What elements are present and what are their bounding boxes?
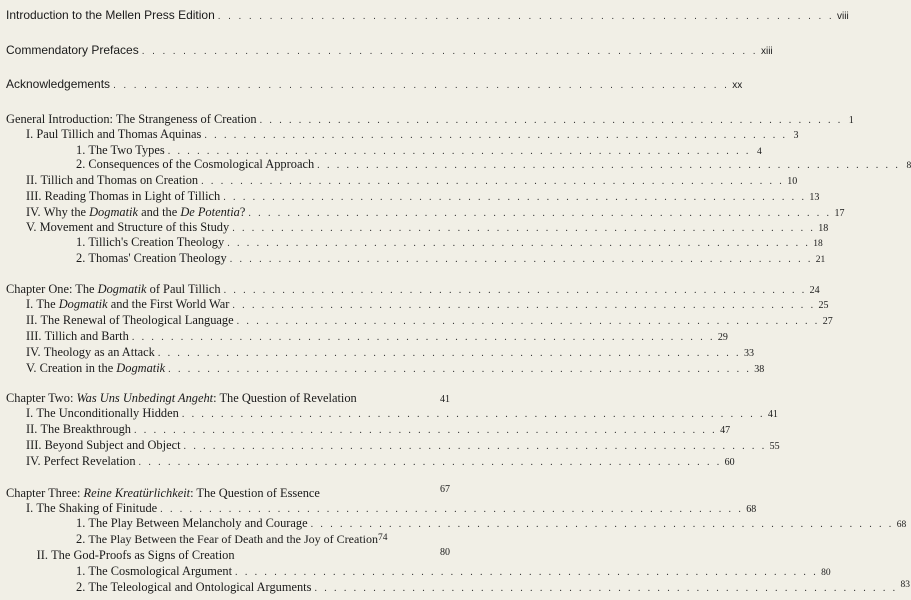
toc-entry-label: Perfect Revelation	[43, 454, 136, 468]
toc-entry-page: 1	[848, 115, 854, 126]
leader-dots: . . . . . . . . . . . . . . . . . . . . . . . . . . . . . . . . . . . . . . . . . . . . . . . . . . . . . . . . . . . .	[317, 160, 901, 171]
toc-entry-label: Paul Tillich and Thomas Aquinas	[36, 127, 202, 141]
toc-entry-label: The Cosmological Argument	[88, 564, 233, 578]
toc-entry-page: 80	[821, 568, 831, 578]
toc-subentry[interactable]	[76, 580, 911, 594]
toc-subentry[interactable]	[76, 532, 452, 546]
leader-dots: . . . . . . . . . . . . . . . . . . . . . . . . . . . . . . . . . . . . . . . . . . . . . . . . . . . . . . . . . . . .	[113, 80, 730, 91]
leader-dots: . . . . . . . . . . . . . . . . . . . . . . . . . . . . . . . . . . . . . . . . . . . . . . . . . . . . . . . . . . . .	[310, 519, 894, 530]
toc-subentry[interactable]	[76, 143, 762, 157]
toc-entry[interactable]	[26, 205, 845, 219]
toc-entry-page: 4	[757, 147, 762, 157]
toc-entry[interactable]	[26, 173, 798, 187]
toc-entry-page: xx	[732, 80, 743, 91]
toc-entry[interactable]	[6, 8, 849, 22]
toc-entry-page: 24	[809, 285, 820, 296]
leader-dots: . . . . . . . . . . . . . . . . . . . . . . . . . . . . . . . . . . . . . . . . . . . . . . . . . . . . . . . . . . . .	[232, 223, 816, 234]
toc-entry-page: 21	[815, 255, 826, 265]
toc-entry-page: 18	[818, 223, 829, 234]
toc-entry-number: III.	[26, 438, 42, 452]
leader-dots: . . . . . . . . . . . . . . . . . . . . . . . . . . . . . . . . . . . . . . . . . . . . . . . . . . . . . . . . . . . .	[131, 332, 715, 343]
toc-section-heading[interactable]	[6, 112, 854, 126]
leader-dots: . . . . . . . . . . . . . . . . . . . . . . . . . . . . . . . . . . . . . . . . . . . . . . . . . . . . . . . . . . . .	[167, 146, 751, 157]
toc-entry-label: Theology as an Attack	[43, 345, 155, 359]
toc-entry-label: Tillich and Thomas on Creation	[40, 173, 199, 187]
toc-entry-label: Movement and Structure of this Study	[39, 220, 230, 234]
toc-entry-number: 1.	[76, 564, 86, 578]
leader-dots: . . . . . . . . . . . . . . . . . . . . . . . . . . . . . . . . . . . . . . . . . . . . . . . . . . . . . . . . . . . .	[259, 115, 843, 126]
toc-subentry[interactable]	[76, 157, 911, 171]
toc-entry-label: The Play Between the Fear of Death and the Joy of Creation	[88, 532, 378, 546]
leader-dots: . . . . . . . . . . . . . . . . . . . . . . . . . . . . . . . . . . . . . . . . . . . . . . . . . . . . . . . . . . . .	[229, 254, 813, 265]
toc-entry-page: 55	[769, 441, 780, 452]
toc-entry[interactable]	[26, 329, 728, 343]
toc-entry-page: 68	[896, 520, 907, 530]
toc-subentry[interactable]	[76, 235, 823, 249]
toc-entry-page: 67	[440, 484, 450, 495]
toc-entry-number: 2.	[76, 580, 86, 594]
toc-chapter-title: Chapter Two: Was Uns Unbedingt Angeht: The Question of Revelation	[6, 391, 357, 405]
toc-entry-number: II.	[36, 548, 48, 562]
toc-entry-label: The God-Proofs as Signs of Creation	[51, 548, 235, 562]
toc-entry-label: The Two Types	[88, 143, 165, 157]
leader-dots: . . . . . . . . . . . . . . . . . . . . . . . . . . . . . . . . . . . . . . . . . . . . . . . . . . . . . . . . . . . .	[138, 457, 722, 468]
toc-entry-number: II.	[26, 313, 38, 327]
leader-dots: . . . . . . . . . . . . . . . . . . . . . . . . . . . . . . . . . . . . . . . . . . . . . . . . . . . . . . . . . . . .	[248, 208, 832, 219]
toc-entry-page: 29	[717, 332, 728, 343]
leader-dots: . . . . . . . . . . . . . . . . . . . . . . . . . . . . . . . . . . . . . . . . . . . . . . . . . . . . . . . . . . . .	[217, 11, 835, 22]
toc-entry-page: 10	[787, 176, 798, 187]
toc-entry[interactable]	[26, 345, 754, 359]
toc-entry-number: 1.	[76, 516, 86, 530]
toc-entry[interactable]	[26, 406, 778, 420]
toc-subentry[interactable]	[76, 564, 831, 578]
toc-entry-page: 41	[440, 394, 450, 405]
toc-entry-label: The Renewal of Theological Language	[40, 313, 234, 327]
toc-entry-page: 13	[809, 192, 820, 203]
toc-section-title: General Introduction: The Strangeness of Creation	[6, 112, 257, 126]
toc-entry-page: 8	[906, 161, 911, 171]
toc-entry-page: viii	[837, 11, 849, 22]
toc-entry-label: The Unconditionally Hidden	[36, 406, 179, 420]
toc-subentry[interactable]	[76, 516, 907, 530]
toc-entry-label: Acknowledgements	[6, 77, 111, 91]
toc-entry-number: II.	[26, 173, 38, 187]
toc-entry[interactable]	[26, 361, 765, 375]
toc-entry-number: III.	[26, 329, 42, 343]
toc-entry-number: IV.	[26, 345, 41, 359]
leader-dots: . . . . . . . . . . . . . . . . . . . . . . . . . . . . . . . . . . . . . . . . . . . . . . . . . . . . . . . . . . . .	[236, 316, 820, 327]
toc-entry-label: The Play Between Melancholy and Courage	[88, 516, 308, 530]
toc-entry-page: 60	[724, 457, 735, 468]
toc-entry-number: III.	[26, 189, 42, 203]
toc-entry-label: The Teleological and Ontological Arguments	[88, 580, 312, 594]
toc-entry-label: Introduction to the Mellen Press Edition	[6, 8, 215, 22]
toc-entry-label: Creation in the Dogmatik	[39, 361, 166, 375]
toc-entry-label: Why the Dogmatik and the De Potentia?	[43, 205, 246, 219]
toc-entry-page: 38	[754, 364, 765, 375]
toc-entry-page: 33	[743, 348, 754, 359]
leader-dots: . . . . . . . . . . . . . . . . . . . . . . . . . . . . . . . . . . . . . . . . . . . . . . . . . . . . . . . . . . . .	[141, 46, 758, 57]
leader-dots: . . . . . . . . . . . . . . . . . . . . . . . . . . . . . . . . . . . . . . . . . . . . . . . . . . . . . . . . . . . .	[314, 583, 898, 594]
toc-entry-page: xiii	[760, 46, 773, 57]
leader-dots: . . . . . . . . . . . . . . . . . . . . . . . . . . . . . . . . . . . . . . . . . . . . . . . . . . . . . . . . . . . .	[183, 441, 767, 452]
toc-entry-page: 18	[813, 239, 823, 249]
leader-dots: . . . . . . . . . . . . . . . . . . . . . . . . . . . . . . . . . . . . . . . . . . . . . . . . . . . . . . . . . . . .	[160, 504, 744, 515]
toc-entry-number: 1.	[76, 235, 86, 249]
toc-entry-number: I.	[26, 406, 34, 420]
toc-entry-label: The Breakthrough	[40, 422, 131, 436]
toc-entry-number: I.	[26, 501, 34, 515]
toc-entry[interactable]	[26, 501, 757, 515]
toc-entry-number: I.	[26, 297, 34, 311]
toc-entry[interactable]	[26, 297, 829, 311]
toc-entry[interactable]	[26, 127, 799, 141]
toc-entry-label: Tillich and Barth	[44, 329, 129, 343]
toc-entry[interactable]	[26, 438, 780, 452]
toc-entry-page: 47	[720, 425, 731, 436]
leader-dots: . . . . . . . . . . . . . . . . . . . . . . . . . . . . . . . . . . . . . . . . . . . . . . . . . . . . . . . . . . . .	[168, 364, 752, 375]
toc-chapter-heading[interactable]	[6, 282, 820, 296]
toc-entry-number: 2.	[76, 532, 86, 546]
toc-entry-page: 83	[900, 580, 911, 590]
toc-entry-label: The Dogmatik and the First World War	[36, 297, 230, 311]
toc-entry[interactable]	[26, 548, 450, 562]
toc-entry[interactable]	[26, 189, 820, 203]
leader-dots: . . . . . . . . . . . . . . . . . . . . . . . . . . . . . . . . . . . . . . . . . . . . . . . . . . . . . . . . . . . .	[181, 409, 765, 420]
toc-entry-page: 17	[834, 208, 845, 219]
toc-chapter-title: Chapter Three: Reine Kreatürlichkeit: The Question of Essence	[6, 486, 320, 500]
toc-entry-number: 1.	[76, 143, 86, 157]
toc-entry-page: 74	[377, 533, 388, 543]
toc-entry-page: 25	[818, 300, 829, 311]
toc-entry-label: Consequences of the Cosmological Approach	[88, 157, 315, 171]
toc-entry[interactable]	[26, 422, 731, 436]
toc-chapter-title: Chapter One: The Dogmatik of Paul Tillich	[6, 282, 221, 296]
toc-entry-page: 41	[767, 409, 778, 420]
toc-entry[interactable]	[6, 43, 773, 57]
toc-entry-label: The Shaking of Finitude	[36, 501, 158, 515]
toc-chapter-heading[interactable]	[6, 486, 450, 500]
leader-dots: . . . . . . . . . . . . . . . . . . . . . . . . . . . . . . . . . . . . . . . . . . . . . . . . . . . . . . . . . . . .	[232, 300, 816, 311]
toc-entry-label: Tillich's Creation Theology	[88, 235, 225, 249]
leader-dots: . . . . . . . . . . . . . . . . . . . . . . . . . . . . . . . . . . . . . . . . . . . . . . . . . . . . . . . . . . . .	[201, 176, 785, 187]
toc-entry-number: IV.	[26, 205, 41, 219]
toc-chapter-heading[interactable]	[6, 391, 450, 405]
toc-entry-number: II.	[26, 422, 38, 436]
toc-entry-label: Commendatory Prefaces	[6, 43, 139, 57]
toc-entry-number: V.	[26, 361, 37, 375]
toc-entry[interactable]	[6, 77, 743, 91]
leader-dots: . . . . . . . . . . . . . . . . . . . . . . . . . . . . . . . . . . . . . . . . . . . . . . . . . . . . . . . . . . . .	[227, 238, 811, 249]
toc-entry-label: Reading Thomas in Light of Tillich	[44, 189, 221, 203]
toc-entry[interactable]	[26, 313, 833, 327]
leader-dots: . . . . . . . . . . . . . . . . . . . . . . . . . . . . . . . . . . . . . . . . . . . . . . . . . . . . . . . . . . . .	[157, 348, 741, 359]
toc-entry-label: Thomas' Creation Theology	[88, 251, 227, 265]
toc-entry-page: 80	[440, 547, 450, 558]
leader-dots: . . . . . . . . . . . . . . . . . . . . . . . . . . . . . . . . . . . . . . . . . . . . . . . . . . . . . . . . . . . .	[133, 425, 718, 436]
toc-entry[interactable]	[26, 220, 829, 234]
toc-entry-number: 2.	[76, 251, 86, 265]
toc-entry-label: Beyond Subject and Object	[44, 438, 181, 452]
toc-subentry[interactable]	[76, 251, 826, 265]
toc-entry-number: 2.	[76, 157, 86, 171]
toc-entry-number: IV.	[26, 454, 41, 468]
toc-entry-page: 27	[822, 316, 833, 327]
leader-dots: . . . . . . . . . . . . . . . . . . . . . . . . . . . . . . . . . . . . . . . . . . . . . . . . . . . . . . . . . . . .	[235, 567, 819, 578]
leader-dots: . . . . . . . . . . . . . . . . . . . . . . . . . . . . . . . . . . . . . . . . . . . . . . . . . . . . . . . . . . . .	[204, 130, 788, 141]
leader-dots: . . . . . . . . . . . . . . . . . . . . . . . . . . . . . . . . . . . . . . . . . . . . . . . . . . . . . . . . . . . .	[223, 192, 807, 203]
toc-entry-page: 3	[793, 130, 799, 141]
toc-entry-number: I.	[26, 127, 34, 141]
toc-entry[interactable]	[26, 454, 735, 468]
leader-dots: . . . . . . . . . . . . . . . . . . . . . . . . . . . . . . . . . . . . . . . . . . . . . . . . . . . . . . . . . . . .	[223, 285, 807, 296]
toc-entry-number: V.	[26, 220, 37, 234]
toc-entry-page: 68	[746, 504, 757, 515]
